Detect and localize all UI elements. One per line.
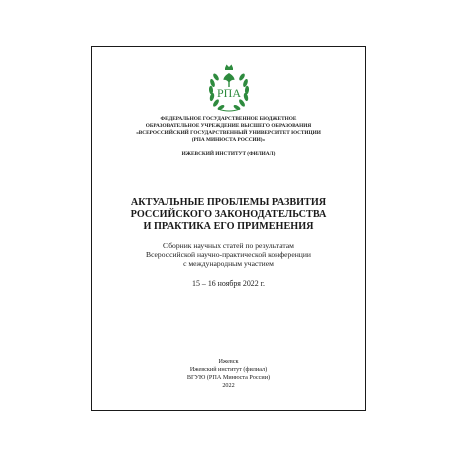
subtitle-line-1: Сборник научных статей по результатам	[163, 241, 294, 250]
footer-publisher: Ижевский институт (филиал)	[189, 366, 268, 373]
branch-name: ИЖЕВСКИЙ ИНСТИТУТ (ФИЛИАЛ)	[181, 151, 276, 157]
book-cover	[91, 46, 366, 411]
subtitle-line-3: с международным участием	[183, 259, 274, 268]
footer-year: 2022	[222, 382, 235, 389]
org-line-2: ОБРАЗОВАТЕЛЬНОЕ УЧРЕЖДЕНИЕ ВЫСШЕГО ОБРАЗОВАНИЯ	[145, 123, 312, 129]
footer-university: ВГУЮ (РПА Минюста России)	[186, 374, 271, 381]
subtitle-line-2: Всероссийской научно-практической конференции	[146, 250, 311, 259]
title-line-2: РОССИЙСКОГО ЗАКОНОДАТЕЛЬСТВА	[130, 209, 327, 220]
title-line-1: АКТУАЛЬНЫЕ ПРОБЛЕМЫ РАЗВИТИЯ	[130, 197, 327, 208]
org-line-1: ФЕДЕРАЛЬНОЕ ГОСУДАРСТВЕННОЕ БЮДЖЕТНОЕ	[160, 116, 297, 122]
footer-city: Ижевск	[218, 358, 239, 365]
org-line-4: (РПА МИНЮСТА РОССИИ)»	[191, 137, 266, 143]
conference-date: 15 – 16 ноября 2022 г.	[192, 279, 265, 288]
logo-text: РПА	[216, 86, 242, 100]
org-line-3: «ВСЕРОССИЙСКИЙ ГОСУДАРСТВЕННЫЙ УНИВЕРСИТЕТ ЮСТИЦИИ	[136, 130, 321, 136]
rpa-laurel-crest-icon	[205, 63, 253, 113]
title-line-3: И ПРАКТИКА ЕГО ПРИМЕНЕНИЯ	[143, 221, 314, 232]
